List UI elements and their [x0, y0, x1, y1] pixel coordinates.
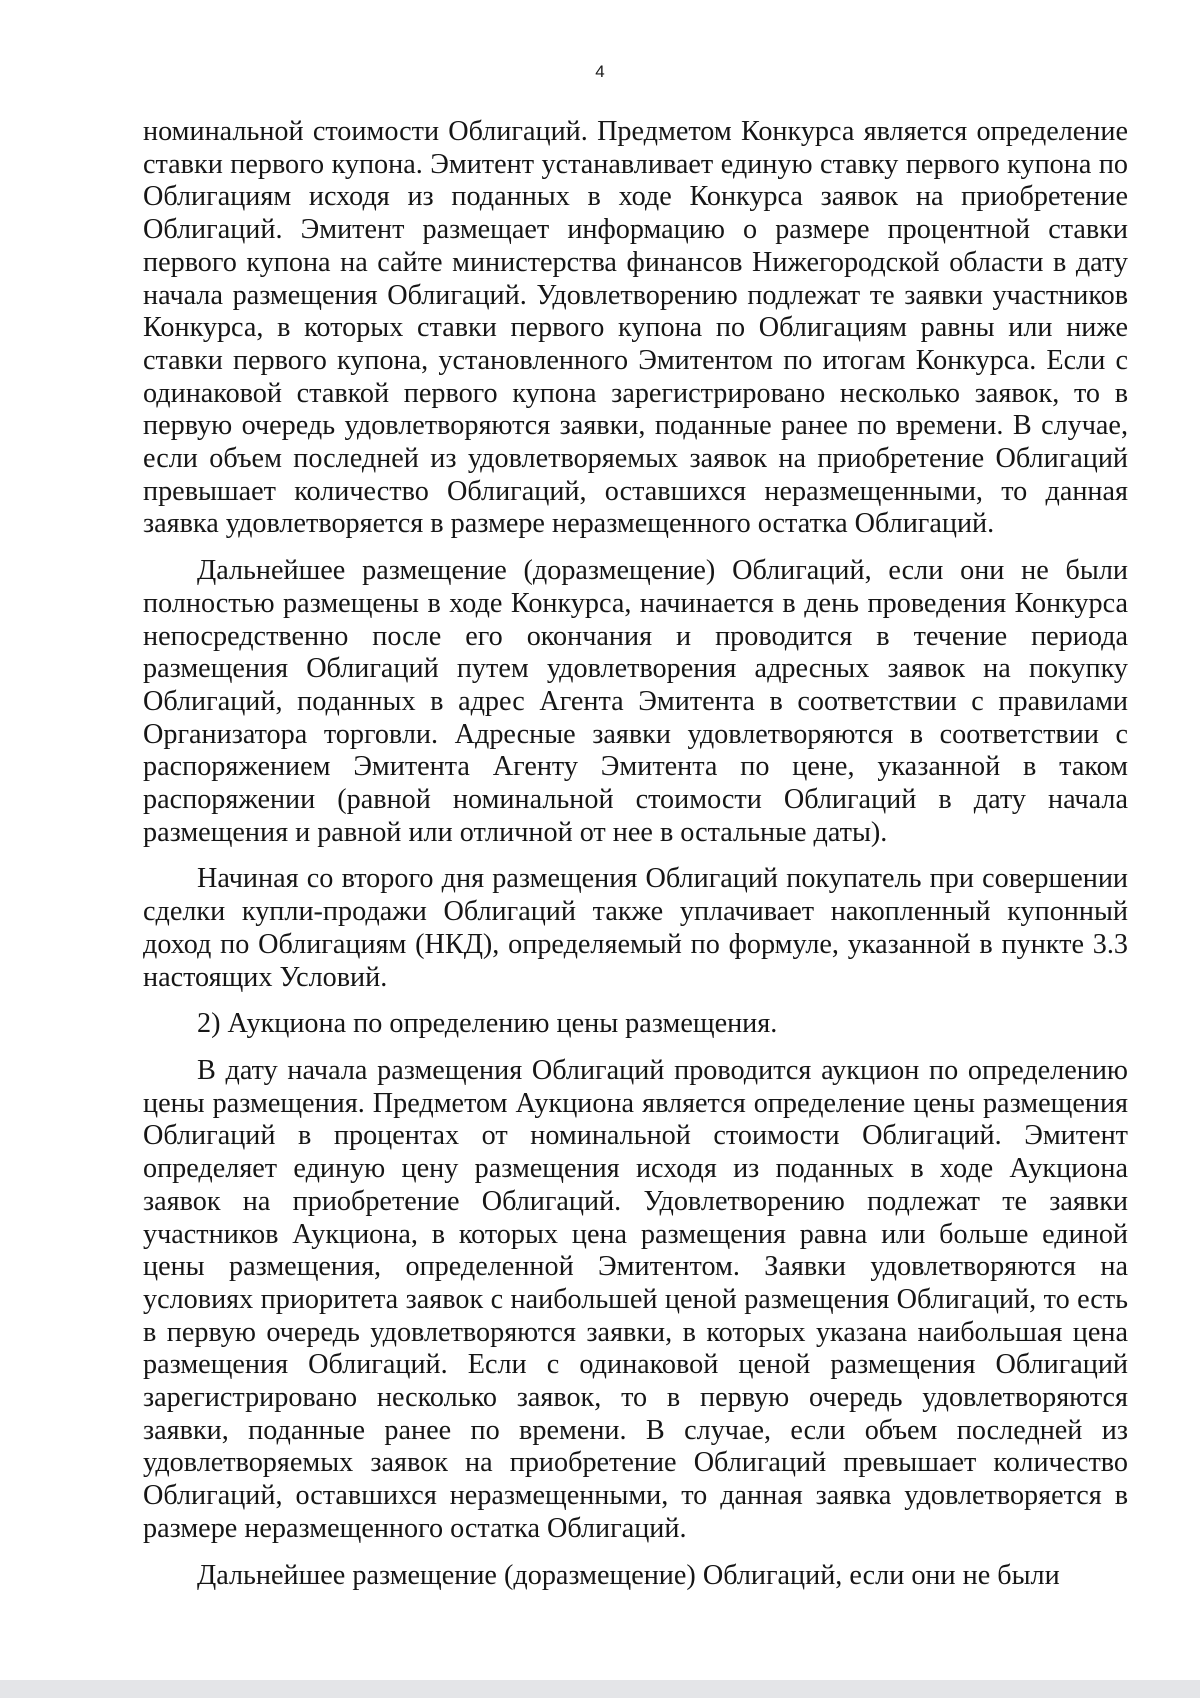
paragraph-accrued-coupon-income: Начиная со второго дня размещения Облигаций покупатель при совершении сделки купли-продажи Облигаций также уплачивает накопленный купонный доход по Облигациям (НКД), определяемый по формуле, указанной в пункте 3.3 настоящих Условий.: [143, 863, 1128, 993]
document-body: [143, 116, 1128, 1592]
paragraph-further-placement: Дальнейшее размещение (доразмещение) Облигаций, если они не были полностью размещены в ходе Конкурса, начинается в день проведения Конкурса непосредственно после его окончания и проводится в течение периода размещения Облигаций путем удовлетворения адресных заявок на покупку Облигаций, поданных в адрес Агента Эмитента в соответствии с правилами Организатора торговли. Адресные заявки удовлетворяются в соответствии с распоряжением Эмитента Агенту Эмитента по цене, указанной в таком распоряжении (равной номинальной стоимости Облигаций в дату начала размещения и равной или отличной от нее в остальные даты).: [143, 555, 1128, 848]
scan-bottom-edge: [0, 1680, 1200, 1698]
page-number: 4: [595, 62, 605, 81]
paragraph-further-placement-2: Дальнейшее размещение (доразмещение) Облигаций, если они не были: [197, 1559, 1060, 1591]
paragraph-auction-description: В дату начала размещения Облигаций проводится аукцион по определению цены размещения. Предметом Аукциона является определение цены размещения Облигаций в процентах от номинальной стоимости Облигаций. Эмитент определяет единую цену размещения исходя из поданных в ходе Аукциона заявок на приобретение Облигаций. Удовлетворению подлежат те заявки участников Аукциона, в которых цена размещения равна или больше единой цены размещения, определенной Эмитентом. Заявки удовлетворяются на условиях приоритета заявок с наибольшей ценой размещения Облигаций, то есть в первую очередь удовлетворяются заявки, в которых указана наибольшая цена размещения Облигаций. Если с одинаковой ценой размещения Облигаций зарегистрировано несколько заявок, то в первую очередь удовлетворяются заявки, поданные ранее по времени. В случае, если объем последней из удовлетворяемых заявок на приобретение Облигаций превышает количество Облигаций, оставшихся неразмещенными, то данная заявка удовлетворяется в размере неразмещенного остатка Облигаций.: [143, 1054, 1128, 1544]
paragraph-auction-heading: 2) Аукциона по определению цены размещения.: [197, 1008, 778, 1040]
paragraph-continuation: номинальной стоимости Облигаций. Предметом Конкурса является определение ставки первого купона. Эмитент устанавливает единую ставку первого купона по Облигациям исходя из поданных в ходе Конкурса заявок на приобретение Облигаций. Эмитент размещает информацию о размере процентной ставки первого купона на сайте министерства финансов Нижегородской области в дату начала размещения Облигаций. Удовлетворению подлежат те заявки участников Конкурса, в которых ставки первого купона по Облигациям равны или ниже ставки первого купона, установленного Эмитентом по итогам Конкурса. Если с одинаковой ставкой первого купона зарегистрировано несколько заявок, то в первую очередь удовлетворяются заявки, поданные ранее по времени. В случае, если объем последней из удовлетворяемых заявок на приобретение Облигаций превышает количество Облигаций, оставшихся неразмещенными, то данная заявка удовлетворяется в размере неразмещенного остатка Облигаций.: [143, 116, 1128, 540]
